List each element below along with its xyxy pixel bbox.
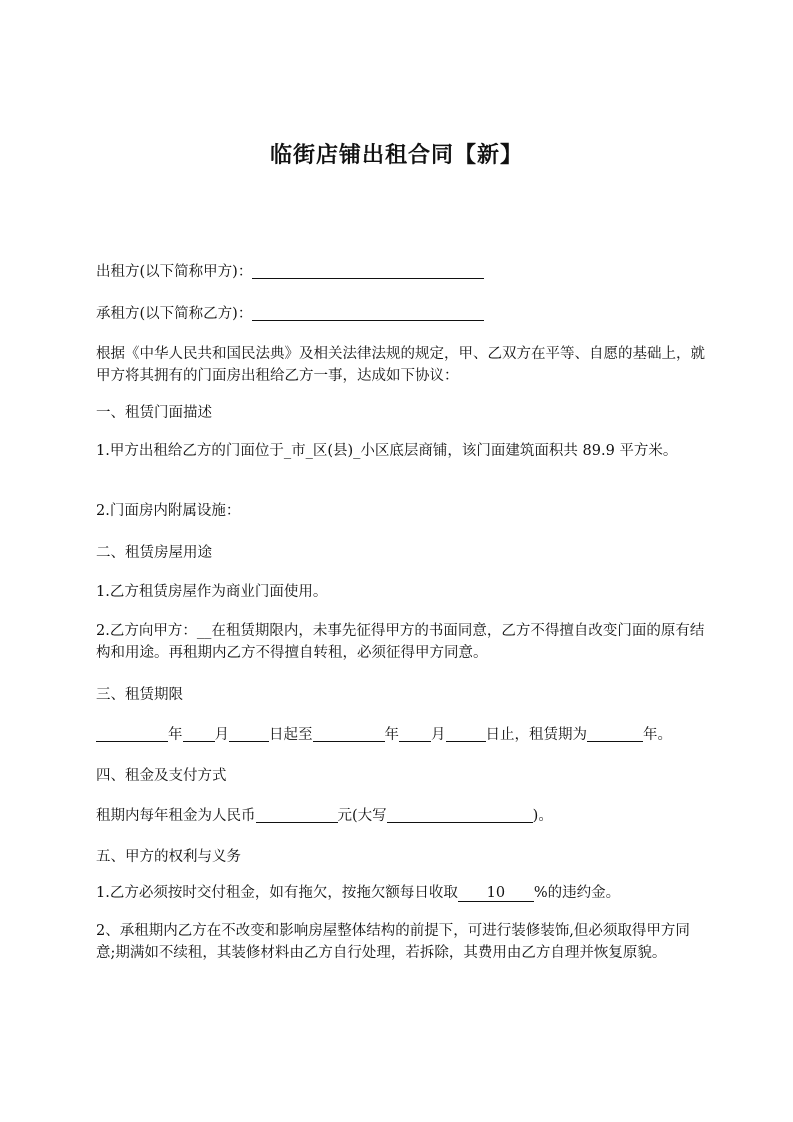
penalty-suffix: %的违约金。 bbox=[533, 885, 621, 901]
party-a-line bbox=[96, 262, 706, 282]
page-title: 临街店铺出租合同【新】 bbox=[269, 143, 523, 168]
party-b-label: 承租方(以下简称乙方)： bbox=[96, 306, 253, 322]
day-to-label: 日止，租赁期为 bbox=[485, 727, 587, 743]
section2-item1: 1.乙方租赁房屋作为商业门面使用。 bbox=[96, 584, 328, 600]
section4-heading: 四、租金及支付方式 bbox=[96, 768, 227, 784]
end-year-blank bbox=[313, 725, 385, 742]
section5-item2: 2、承租期内乙方在不改变和影响房屋整体结构的前提下，可进行装修装饰,但必须取得甲方同意;期满如不续租，其装修材料由乙方自行处理，若拆除，其费用由乙方自理并恢复原貌。 bbox=[96, 923, 690, 961]
party-b-blank bbox=[252, 304, 484, 321]
section5-item1 bbox=[96, 883, 706, 903]
rent-amount-blank bbox=[256, 806, 338, 823]
end-day-blank bbox=[446, 725, 486, 742]
rent-prefix: 租期内每年租金为人民币 bbox=[96, 808, 256, 824]
section1-item1: 1.甲方出租给乙方的门面位于_市_区(县)_小区底层商铺，该门面建筑面积共 89.9 平方米。 bbox=[96, 443, 678, 459]
day-from-label: 日起至 bbox=[269, 727, 313, 743]
term-years-blank bbox=[587, 725, 643, 742]
section1-heading: 一、租赁门面描述 bbox=[96, 405, 212, 421]
term-end-label: 年。 bbox=[643, 727, 672, 743]
party-a-label: 出租方(以下简称甲方)： bbox=[96, 264, 253, 280]
penalty-prefix: 1.乙方必须按时交付租金，如有拖欠，按拖欠额每日收取 bbox=[96, 885, 458, 901]
month-label-2: 月 bbox=[431, 727, 446, 743]
rent-uppercase-label: 元(大写 bbox=[337, 808, 387, 824]
start-year-blank bbox=[96, 725, 168, 742]
section2-item2: 2.乙方向甲方：__在租赁期限内，未事先征得甲方的书面同意，乙方不得擅自改变门面的原有结构和用途。再租期内乙方不得擅自转租，必须征得甲方同意。 bbox=[96, 623, 705, 661]
section5-heading: 五、甲方的权利与义务 bbox=[96, 849, 241, 865]
section3-heading: 三、租赁期限 bbox=[96, 687, 183, 703]
rent-uppercase-blank bbox=[387, 806, 533, 823]
section2-heading: 二、租赁房屋用途 bbox=[96, 545, 212, 561]
penalty-rate: 10 bbox=[458, 885, 534, 902]
rent-line bbox=[96, 806, 706, 826]
start-month-blank bbox=[183, 725, 215, 742]
section1-item2: 2.门面房内附属设施： bbox=[96, 503, 241, 519]
party-b-line bbox=[96, 304, 706, 324]
month-label: 月 bbox=[214, 727, 229, 743]
lease-term-line bbox=[96, 725, 706, 745]
preamble-paragraph: 根据《中华人民共和国民法典》及相关法律法规的规定，甲、乙双方在平等、自愿的基础上，就甲方将其拥有的门面房出租给乙方一事，达成如下协议： bbox=[96, 346, 705, 384]
start-day-blank bbox=[229, 725, 269, 742]
end-month-blank bbox=[399, 725, 431, 742]
year-label-2: 年 bbox=[384, 727, 399, 743]
year-label: 年 bbox=[168, 727, 183, 743]
rent-end: )。 bbox=[532, 808, 553, 824]
party-a-blank bbox=[252, 262, 484, 279]
